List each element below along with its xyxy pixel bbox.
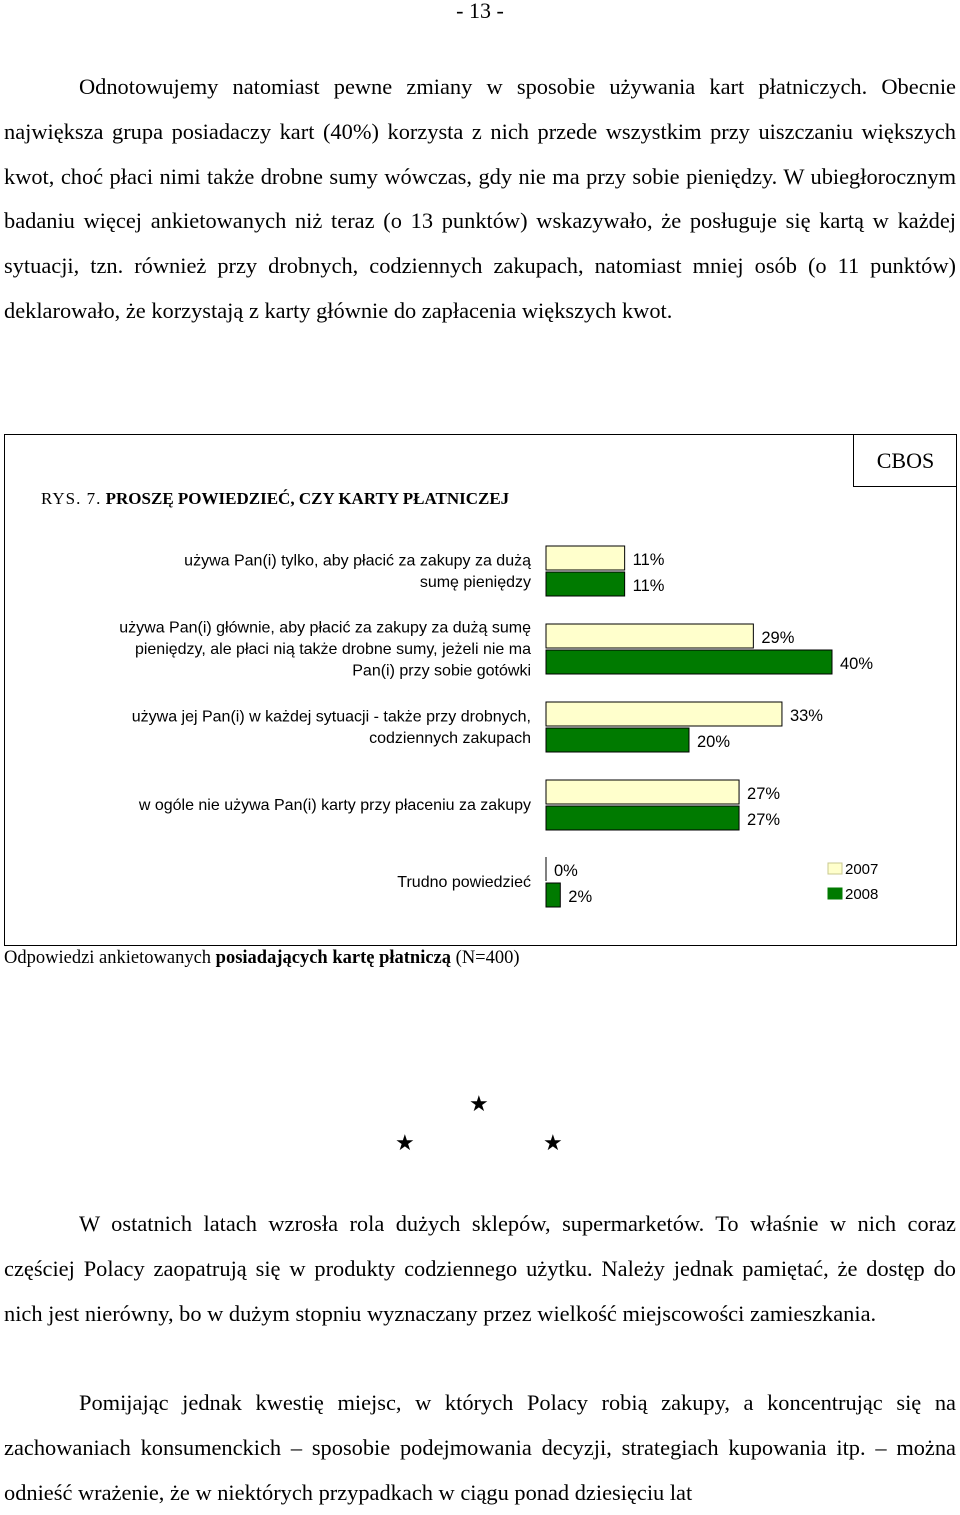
category-label: używa jej Pan(i) w każdej sytuacji - także przy drobnych,	[131, 708, 531, 726]
bar-2007	[546, 624, 753, 648]
legend-swatch-2007	[828, 863, 842, 874]
bar-2008	[546, 572, 625, 596]
bar-2007	[546, 780, 739, 804]
category-label: w ogóle nie używa Pan(i) karty przy płaceniu za zakupy	[138, 797, 531, 814]
figure-number: RYS. 7.	[41, 489, 102, 508]
bar-2008	[546, 650, 832, 674]
bar-2008	[546, 883, 560, 907]
paragraph: Pomijając jednak kwestię miejsc, w których Polacy robią zakupy, a koncentrując się na zachowaniach konsumenckich – sposobie podejmowania decyzji, strategiach kupowania itp. – można odnieść wrażenie, że w niektórych przypadkach w ciągu ponad dziesięciu lat	[4, 1390, 956, 1505]
legend-label: 2008	[845, 886, 879, 903]
data-label: 11%	[632, 551, 665, 569]
data-label: 33%	[789, 707, 823, 725]
star-icon: ★	[469, 1092, 489, 1117]
data-label: 40%	[840, 655, 874, 673]
bar-2007	[546, 546, 625, 570]
paragraph: Odnotowujemy natomiast pewne zmiany w sposobie używania kart płatniczych. Obecnie największa grupa posiadaczy kart (40%) korzysta z nich przede wszystkim przy uiszczaniu większych kwot, choć płaci nimi także drobne sumy wówczas, gdy nie ma przy sobie pieniędzy. W ubiegłorocznym badaniu więcej ankietowanych niż teraz (o 13 punktów) wskazywało, że posługuje się kartą w każdej sytuacji, tzn. również przy drobnych, codziennych zakupach, natomiast mniej osób (o 11 punktów) deklarowało, że korzystają z karty głównie do zapłacenia większych kwot.	[4, 74, 956, 323]
bar-chart	[5, 435, 956, 945]
note-prefix: Odpowiedzi ankietowanych	[4, 948, 216, 968]
star-icon: ★	[543, 1131, 563, 1156]
note-bold: posiadających kartę płatniczą	[215, 948, 452, 968]
category-label: codziennych zakupach	[369, 729, 531, 747]
category-label: Trudno powiedzieć	[397, 874, 531, 891]
category-label: używa Pan(i) tylko, aby płacić za zakupy za dużą	[184, 552, 531, 570]
category-label: pieniędzy, ale płaci nią także drobne sumy, jeżeli nie ma	[134, 641, 531, 658]
legend-swatch-2008	[828, 888, 842, 899]
category-label: używa Pan(i) głównie, aby płacić za zakupy za dużą sumę	[119, 619, 531, 637]
category-label: sumę pieniędzy	[419, 573, 531, 591]
figure-box	[4, 434, 957, 946]
star-icon: ★	[395, 1131, 415, 1156]
bar-2007	[546, 702, 782, 726]
legend-label: 2007	[845, 861, 879, 878]
data-label: 29%	[761, 629, 795, 647]
data-label: 0%	[554, 862, 578, 880]
section-separator	[0, 1090, 960, 1160]
data-label: 11%	[632, 577, 665, 595]
data-label: 27%	[747, 811, 781, 829]
data-label: 27%	[747, 785, 781, 803]
figure-title-text: PROSZĘ POWIEDZIEĆ, CZY KARTY PŁATNICZEJ	[105, 489, 510, 508]
bar-2008	[546, 728, 689, 752]
note-suffix: (N=400)	[451, 948, 520, 968]
bar-2008	[546, 806, 739, 830]
source-label: CBOS	[853, 435, 957, 487]
data-label: 2%	[568, 888, 593, 906]
data-label: 20%	[697, 733, 731, 751]
category-label: Pan(i) przy sobie gotówki	[352, 662, 531, 680]
figure-note	[4, 948, 520, 969]
paragraph: W ostatnich latach wzrosła rola dużych sklepów, supermarketów. To właśnie w nich coraz częściej Polacy zaopatrują się w produkty codziennego użytku. Należy jednak pamiętać, że dostęp do nich jest nierówny, bo w dużym stopniu wyznaczany przez wielkość miejscowości zamieszkania.	[4, 1211, 956, 1326]
page-number: - 13 -	[456, 0, 504, 23]
